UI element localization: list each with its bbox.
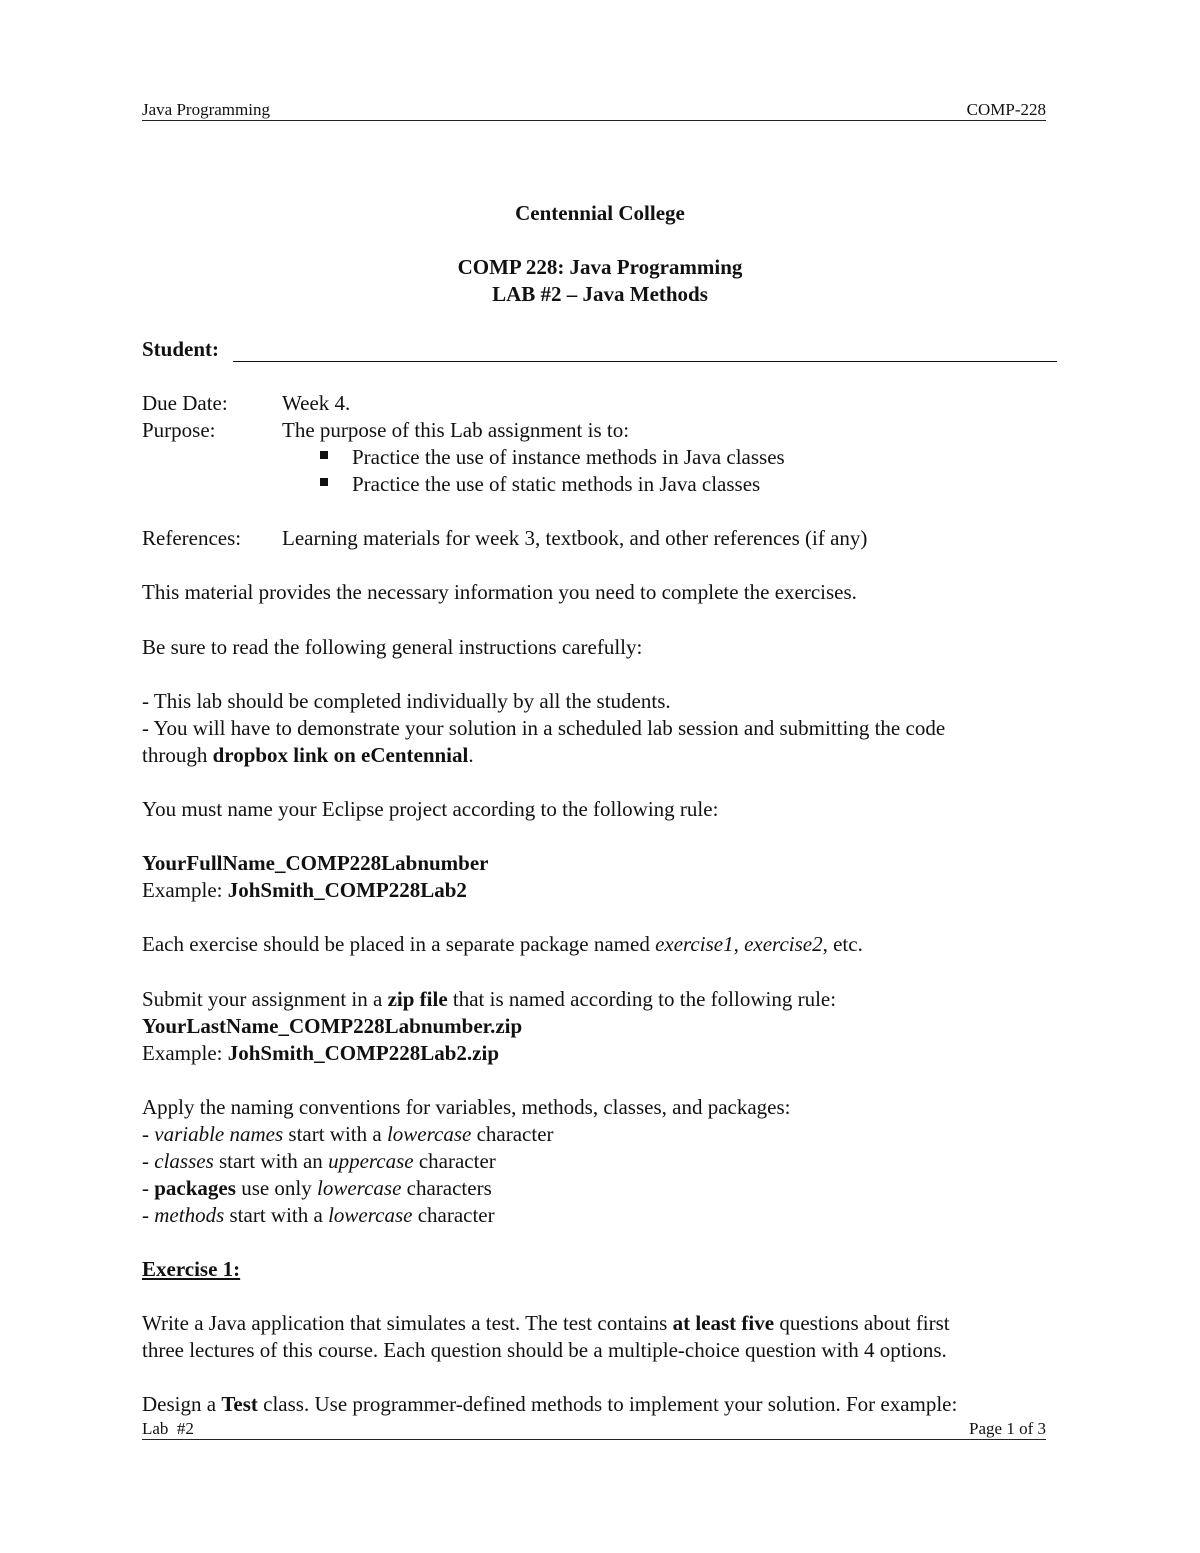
zip-name-example: Example: JohSmith_COMP228Lab2.zip: [142, 1041, 500, 1065]
due-date-row: [142, 390, 1042, 416]
header-right: COMP-228: [966, 100, 1046, 119]
square-bullet-icon: [320, 478, 328, 486]
purpose-bullet-2: Practice the use of static methods in Java classes: [142, 471, 1042, 497]
convention-item: - packages use only lowercase characters: [142, 1176, 492, 1200]
submit-rule-text: Submit your assignment in a zip file that is named according to the following rule:: [142, 987, 837, 1011]
intro-text: This material provides the necessary information you need to complete the exercises.: [142, 580, 857, 604]
due-date-value: Week 4.: [282, 391, 351, 415]
footer-left: Lab #2: [142, 1419, 194, 1438]
purpose-label: Purpose:: [142, 418, 216, 442]
square-bullet-icon: [320, 451, 328, 459]
project-name-example: Example: JohSmith_COMP228Lab2: [142, 878, 467, 902]
student-label: Student:: [142, 337, 220, 361]
instruction-line: - This lab should be completed individually by all the students.: [142, 689, 671, 713]
exercise1-heading: Exercise 1:: [142, 1257, 241, 1281]
references-value: Learning materials for week 3, textbook, and other references (if any): [282, 526, 868, 550]
page-footer: [142, 1419, 1046, 1440]
convention-item: - variable names start with a lowercase character: [142, 1122, 554, 1146]
references-label: References:: [142, 526, 242, 550]
conventions-heading: Apply the naming conventions for variables, methods, classes, and packages:: [142, 1095, 791, 1119]
course-title: COMP 228: Java Programming: [457, 255, 743, 279]
footer-right: Page 1 of 3: [969, 1419, 1046, 1438]
purpose-row: [142, 417, 1042, 443]
instruction-line: - You will have to demonstrate your solution in a scheduled lab session and submitting the code: [142, 716, 946, 740]
due-date-label: Due Date:: [142, 391, 228, 415]
zip-name-pattern: YourLastName_COMP228Labnumber.zip: [142, 1014, 523, 1038]
instruction-line: through dropbox link on eCentennial.: [142, 743, 474, 767]
exercise1-design-text: Design a Test class. Use programmer-defined methods to implement your solution. For example:: [142, 1392, 958, 1416]
page-header: [142, 100, 1046, 121]
exercise1-paragraph: Write a Java application that simulates a test. The test contains at least five questions about first: [142, 1311, 950, 1335]
student-name-line: [233, 361, 1057, 362]
instructions-heading: Be sure to read the following general instructions carefully:: [142, 635, 643, 659]
college-title: Centennial College: [515, 201, 685, 225]
lab-title: LAB #2 – Java Methods: [492, 282, 708, 306]
purpose-value: The purpose of this Lab assignment is to:: [282, 418, 630, 442]
package-rule-text: Each exercise should be placed in a separate package named exercise1, exercise2, etc.: [142, 932, 863, 956]
references-row: [142, 525, 1062, 551]
naming-rule-text: You must name your Eclipse project according to the following rule:: [142, 797, 719, 821]
dropbox-link-text: dropbox link on eCentennial: [212, 743, 469, 767]
project-name-pattern: YourFullName_COMP228Labnumber: [142, 851, 489, 875]
exercise1-paragraph: three lectures of this course. Each question should be a multiple-choice question with 4 options.: [142, 1338, 947, 1362]
header-left: Java Programming: [142, 100, 270, 119]
convention-item: - methods start with a lowercase character: [142, 1203, 495, 1227]
convention-item: - classes start with an uppercase character: [142, 1149, 496, 1173]
purpose-bullet-1: Practice the use of instance methods in Java classes: [142, 444, 1042, 470]
